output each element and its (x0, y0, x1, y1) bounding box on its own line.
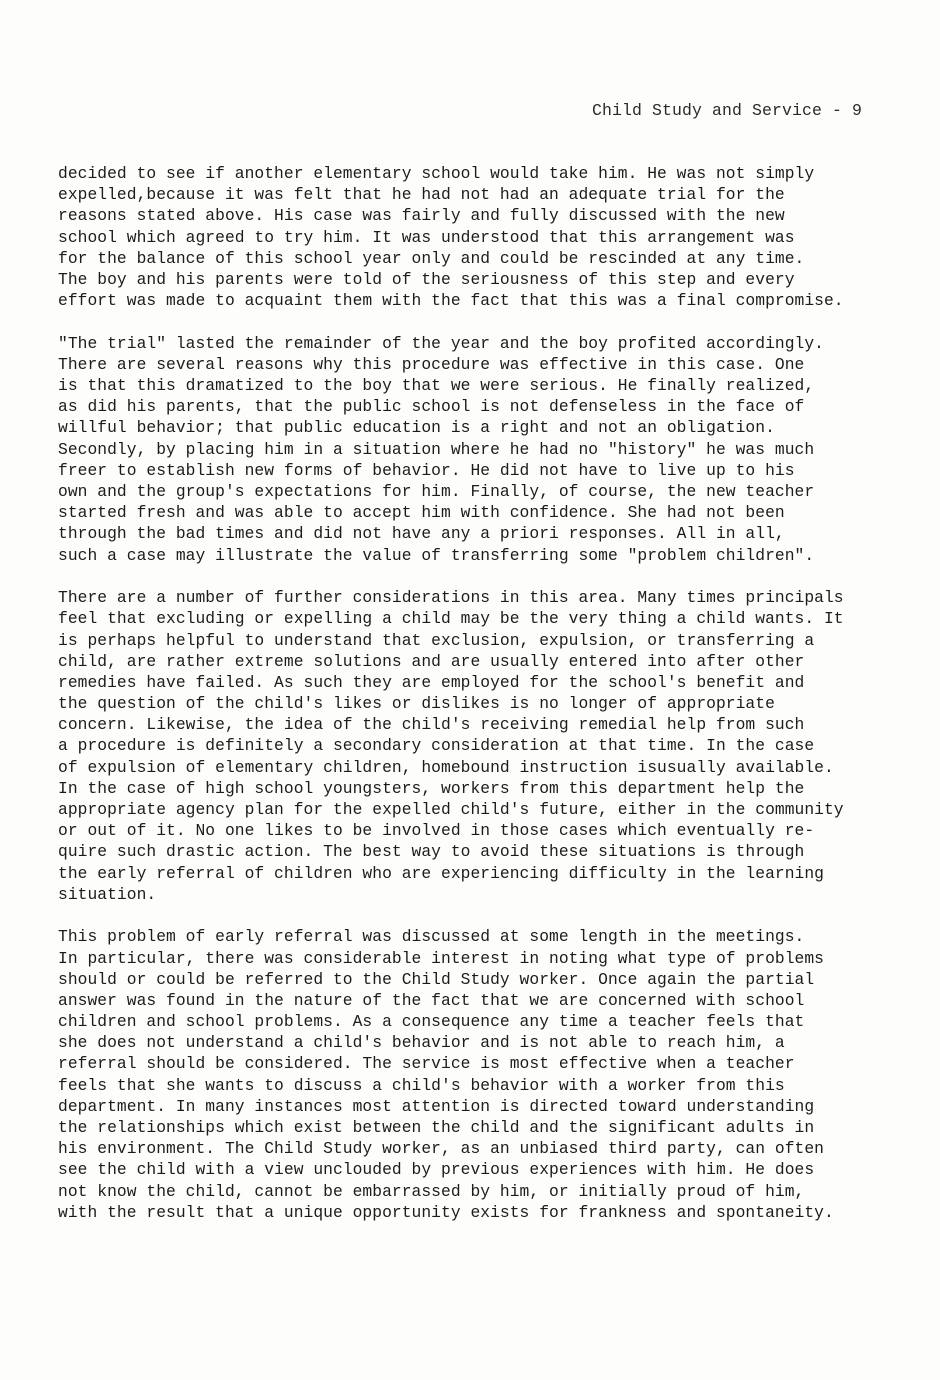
text-line: as did his parents, that the public school is not defenseless in the face of (58, 397, 805, 417)
text-line: a procedure is definitely a secondary consideration at that time. In the case (58, 736, 815, 756)
text-line: In the case of high school youngsters, workers from this department help the (58, 778, 805, 798)
text-line: answer was found in the nature of the fact that we are concerned with school (58, 990, 805, 1010)
text-line: should or could be referred to the Child Study worker. Once again the partial (58, 969, 815, 989)
text-line: through the bad times and did not have any a priori responses. All in all, (58, 524, 785, 544)
text-line: is that this dramatized to the boy that we were serious. He finally realized, (58, 376, 815, 396)
text-line: feels that she wants to discuss a child's behavior with a worker from this (58, 1075, 785, 1095)
running-head: Child Study and Service - 9 (592, 101, 863, 120)
text-line: is perhaps helpful to understand that exclusion, expulsion, or transferring a (58, 630, 815, 650)
text-line: the early referral of children who are experiencing difficulty in the learning (58, 863, 824, 883)
text-line: "The trial" lasted the remainder of the year and the boy profited accordingly. (58, 333, 824, 353)
text-line: of expulsion of elementary children, homebound instruction isusually available. (58, 757, 834, 777)
text-line: freer to establish new forms of behavior. He did not have to live up to his (58, 460, 795, 480)
text-line: feel that excluding or expelling a child may be the very thing a child wants. It (58, 609, 844, 629)
text-line: There are several reasons why this procedure was effective in this case. One (58, 354, 805, 374)
text-line: or out of it. No one likes to be involved in those cases which eventually re- (58, 821, 815, 841)
text-line: expelled,because it was felt that he had not had an adequate trial for the (58, 185, 785, 205)
text-line: she does not understand a child's behavior and is not able to reach him, a (58, 1033, 785, 1053)
text-line: his environment. The Child Study worker, as an unbiased third party, can often (58, 1139, 824, 1159)
text-line: The boy and his parents were told of the seriousness of this step and every (58, 269, 795, 289)
text-line: child, are rather extreme solutions and are usually entered into after other (58, 651, 805, 671)
text-line: reasons stated above. His case was fairly and fully discussed with the new (58, 206, 785, 226)
text-line: situation. (58, 884, 157, 904)
text-line: children and school problems. As a consequence any time a teacher feels that (58, 1012, 805, 1032)
text-line: In particular, there was considerable interest in noting what type of problems (58, 948, 824, 968)
text-line: such a case may illustrate the value of transferring some "problem children". (58, 545, 815, 565)
text-line: willful behavior; that public education is a right and not an obligation. (58, 418, 775, 438)
paragraph-3 (58, 587, 933, 905)
text-line: not know the child, cannot be embarrassed by him, or initially proud of him, (58, 1181, 805, 1201)
text-line: own and the group's expectations for him. Finally, of course, the new teacher (58, 482, 815, 502)
text-line: for the balance of this school year only and could be rescinded at any time. (58, 248, 805, 268)
text-line: remedies have failed. As such they are employed for the school's benefit and (58, 672, 805, 692)
text-line: department. In many instances most attention is directed toward understanding (58, 1096, 815, 1116)
text-line: effort was made to acquaint them with the fact that this was a final compromise. (58, 291, 844, 311)
text-line: referral should be considered. The service is most effective when a teacher (58, 1054, 795, 1074)
body-text (58, 163, 933, 1244)
text-line: This problem of early referral was discussed at some length in the meetings. (58, 927, 805, 947)
text-line: quire such drastic action. The best way to avoid these situations is through (58, 842, 805, 862)
text-line: Secondly, by placing him in a situation where he had no "history" he was much (58, 439, 815, 459)
text-line: see the child with a view unclouded by previous experiences with him. He does (58, 1160, 815, 1180)
text-line: There are a number of further considerations in this area. Many times principals (58, 588, 844, 608)
text-line: the question of the child's likes or dislikes is no longer of appropriate (58, 694, 775, 714)
text-line: started fresh and was able to accept him with confidence. She had not been (58, 503, 785, 523)
paragraph-2 (58, 333, 933, 566)
text-line: with the result that a unique opportunity exists for frankness and spontaneity. (58, 1202, 834, 1222)
paragraph-4 (58, 926, 933, 1223)
text-line: appropriate agency plan for the expelled child's future, either in the community (58, 800, 844, 820)
text-line: decided to see if another elementary school would take him. He was not simply (58, 164, 815, 183)
text-line: concern. Likewise, the idea of the child's receiving remedial help from such (58, 715, 805, 735)
text-line: the relationships which exist between the child and the significant adults in (58, 1118, 815, 1138)
paragraph-1 (58, 163, 933, 311)
text-line: school which agreed to try him. It was understood that this arrangement was (58, 227, 795, 247)
